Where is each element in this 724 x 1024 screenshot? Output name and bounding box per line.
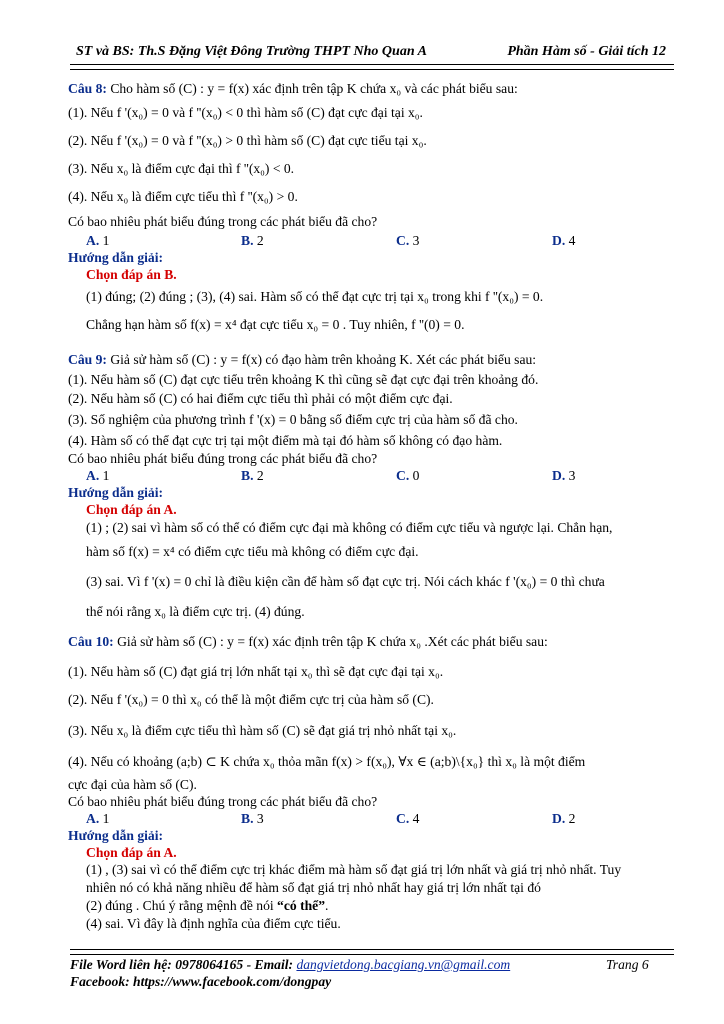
q8-stem-line bbox=[68, 78, 678, 99]
q10-statement-1: (1). Nếu hàm số (C) đạt giá trị lớn nhất tại x₀ thì sẽ đạt cực đại tại x₀. bbox=[68, 664, 444, 679]
q10-solution-2: nhiên nó có khả năng nhiều để hàm số đạt giá trị nhỏ nhất hay giá trị lớn nhất tại đó bbox=[86, 880, 541, 895]
q8-answer: Chọn đáp án B. bbox=[86, 267, 177, 282]
q10-guide-heading: Hướng dẫn giải: bbox=[68, 828, 164, 843]
footer-facebook: Facebook: https://www.facebook.com/dongpay bbox=[70, 974, 332, 989]
page-number: Trang 6 bbox=[606, 957, 649, 972]
q9-statement-4: (4). Hàm số có thể đạt cực trị tại một điểm mà tại đó hàm số không có đạo hàm. bbox=[68, 433, 503, 448]
q10-solution-1: (1) , (3) sai vì có thể điểm cực trị khác điểm mà hàm số đạt giá trị lớn nhất và giá trị nhỏ nhất. Tuy bbox=[86, 862, 622, 877]
q10-option-a: A. 1 bbox=[86, 811, 110, 826]
header-author: ST và BS: Th.S Đặng Việt Đông Trường THPT Nho Quan A bbox=[76, 44, 427, 59]
q10-solution-3 bbox=[68, 897, 678, 915]
q10-stem: Giả sử hàm số (C) : y = f(x) xác định trên tập K chứa x₀ .Xét các phát biểu sau: bbox=[117, 634, 548, 649]
q8-solution-2: Chẳng hạn hàm số f(x) = x⁴ đạt cực tiểu x₀ = 0 . Tuy nhiên, f ''(0) = 0. bbox=[86, 317, 465, 332]
page-header bbox=[70, 44, 670, 62]
q9-option-b: B. 2 bbox=[241, 468, 264, 483]
q8-guide-heading: Hướng dẫn giải: bbox=[68, 250, 164, 265]
q10-solution-3-emphasis: “có thể” bbox=[277, 898, 325, 913]
q10-options bbox=[68, 810, 678, 827]
q9-option-d: D. 3 bbox=[552, 468, 576, 483]
q8-options bbox=[68, 232, 678, 249]
q10-question: Có bao nhiêu phát biểu đúng trong các phát biểu đã cho? bbox=[68, 794, 378, 809]
q8-question: Có bao nhiêu phát biểu đúng trong các phát biểu đã cho? bbox=[68, 214, 378, 229]
q10-solution-3-end: . bbox=[325, 898, 329, 913]
footer-contact-text: File Word liên hệ: 0978064165 - Email: bbox=[70, 957, 297, 972]
q10-option-b: B. 3 bbox=[241, 811, 264, 826]
q9-solution-3: (3) sai. Vì f '(x) = 0 chỉ là điều kiện cần để hàm số đạt cực trị. Nói cách khác f '(x₀) = 0 thì chưa bbox=[86, 574, 605, 589]
q10-answer: Chọn đáp án A. bbox=[86, 845, 177, 860]
q9-solution-4: thể nói rằng x₀ là điểm cực trị. (4) đúng. bbox=[86, 604, 305, 619]
q8-statement-4: (4). Nếu x₀ là điểm cực tiểu thì f ''(x₀) > 0. bbox=[68, 189, 298, 204]
q8-statement-2: (2). Nếu f '(x₀) = 0 và f ''(x₀) > 0 thì hàm số (C) đạt cực tiểu tại x₀. bbox=[68, 133, 427, 148]
q9-option-a: A. 1 bbox=[86, 468, 110, 483]
q8-solution-1: (1) đúng; (2) đúng ; (3), (4) sai. Hàm số có thể đạt cực trị tại x₀ trong khi f ''(x₀) = 0. bbox=[86, 289, 544, 304]
q10-statement-2: (2). Nếu f '(x₀) = 0 thì x₀ có thể là một điểm cực trị của hàm số (C). bbox=[68, 692, 434, 707]
q8-option-b: B. 2 bbox=[241, 233, 264, 248]
q9-label: Câu 9: bbox=[68, 352, 107, 367]
q10-solution-3-text: (2) đúng . Chú ý rằng mệnh đề nói bbox=[86, 898, 278, 913]
q8-stem: Cho hàm số (C) : y = f(x) xác định trên tập K chứa x₀ và các phát biểu sau: bbox=[110, 81, 518, 96]
header-rule bbox=[70, 64, 674, 70]
q8-option-a: A. 1 bbox=[86, 233, 110, 248]
q10-solution-4: (4) sai. Vì đây là định nghĩa của điểm cực tiểu. bbox=[86, 916, 341, 931]
q8-statement-3: (3). Nếu x₀ là điểm cực đại thì f ''(x₀) < 0. bbox=[68, 161, 295, 176]
q10-statement-3: (3). Nếu x₀ là điểm cực tiểu thì hàm số (C) sẽ đạt giá trị nhỏ nhất tại x₀. bbox=[68, 723, 457, 738]
footer-contact bbox=[70, 957, 510, 973]
footer-email-link[interactable]: dangvietdong.bacgiang.vn@gmail.com bbox=[296, 957, 511, 972]
q9-answer: Chọn đáp án A. bbox=[86, 502, 177, 517]
q9-statement-2: (2). Nếu hàm số (C) có hai điểm cực tiểu thì phải có một điểm cực đại. bbox=[68, 391, 453, 406]
q10-statement-4-cont: cực đại của hàm số (C). bbox=[68, 777, 197, 792]
q8-option-c: C. 3 bbox=[396, 233, 420, 248]
q9-stem-line bbox=[68, 349, 678, 370]
q10-stem-line bbox=[68, 626, 678, 658]
q9-option-c: C. 0 bbox=[396, 468, 420, 483]
q9-solution-1: (1) ; (2) sai vì hàm số có thể có điểm cực đại mà không có điểm cực tiểu và ngược lại. Chẳn hạn, bbox=[86, 520, 613, 535]
q10-option-c: C. 4 bbox=[396, 811, 420, 826]
q9-question: Có bao nhiêu phát biểu đúng trong các phát biểu đã cho? bbox=[68, 451, 378, 466]
q10-statement-4: (4). Nếu có khoảng (a;b) ⊂ K chứa x₀ thỏa mãn f(x) > f(x₀), ∀x ∈ (a;b)\{x₀} thì x₀ là một điểm bbox=[68, 754, 586, 769]
q10-label: Câu 10: bbox=[68, 634, 114, 649]
q8-label: Câu 8: bbox=[68, 81, 107, 96]
q10-option-d: D. 2 bbox=[552, 811, 576, 826]
q9-statement-3: (3). Số nghiệm của phương trình f '(x) = 0 bằng số điểm cực trị của hàm số đã cho. bbox=[68, 412, 518, 427]
q8-statement-1: (1). Nếu f '(x₀) = 0 và f ''(x₀) < 0 thì hàm số (C) đạt cực đại tại x₀. bbox=[68, 105, 423, 120]
q9-stem: Giả sử hàm số (C) : y = f(x) có đạo hàm trên khoảng K. Xét các phát biểu sau: bbox=[110, 352, 537, 367]
page-body bbox=[68, 78, 678, 933]
header-section: Phần Hàm số - Giải tích 12 bbox=[507, 44, 666, 59]
q9-solution-2: hàm số f(x) = x⁴ có điểm cực tiểu mà không có điểm cực đại. bbox=[86, 544, 419, 559]
q9-statement-1: (1). Nếu hàm số (C) đạt cực tiểu trên khoảng K thì cũng sẽ đạt cực đại trên khoảng đó. bbox=[68, 372, 539, 387]
footer-rule bbox=[70, 949, 674, 955]
q9-options bbox=[68, 467, 678, 484]
q9-guide-heading: Hướng dẫn giải: bbox=[68, 485, 164, 500]
q8-option-d: D. 4 bbox=[552, 233, 576, 248]
